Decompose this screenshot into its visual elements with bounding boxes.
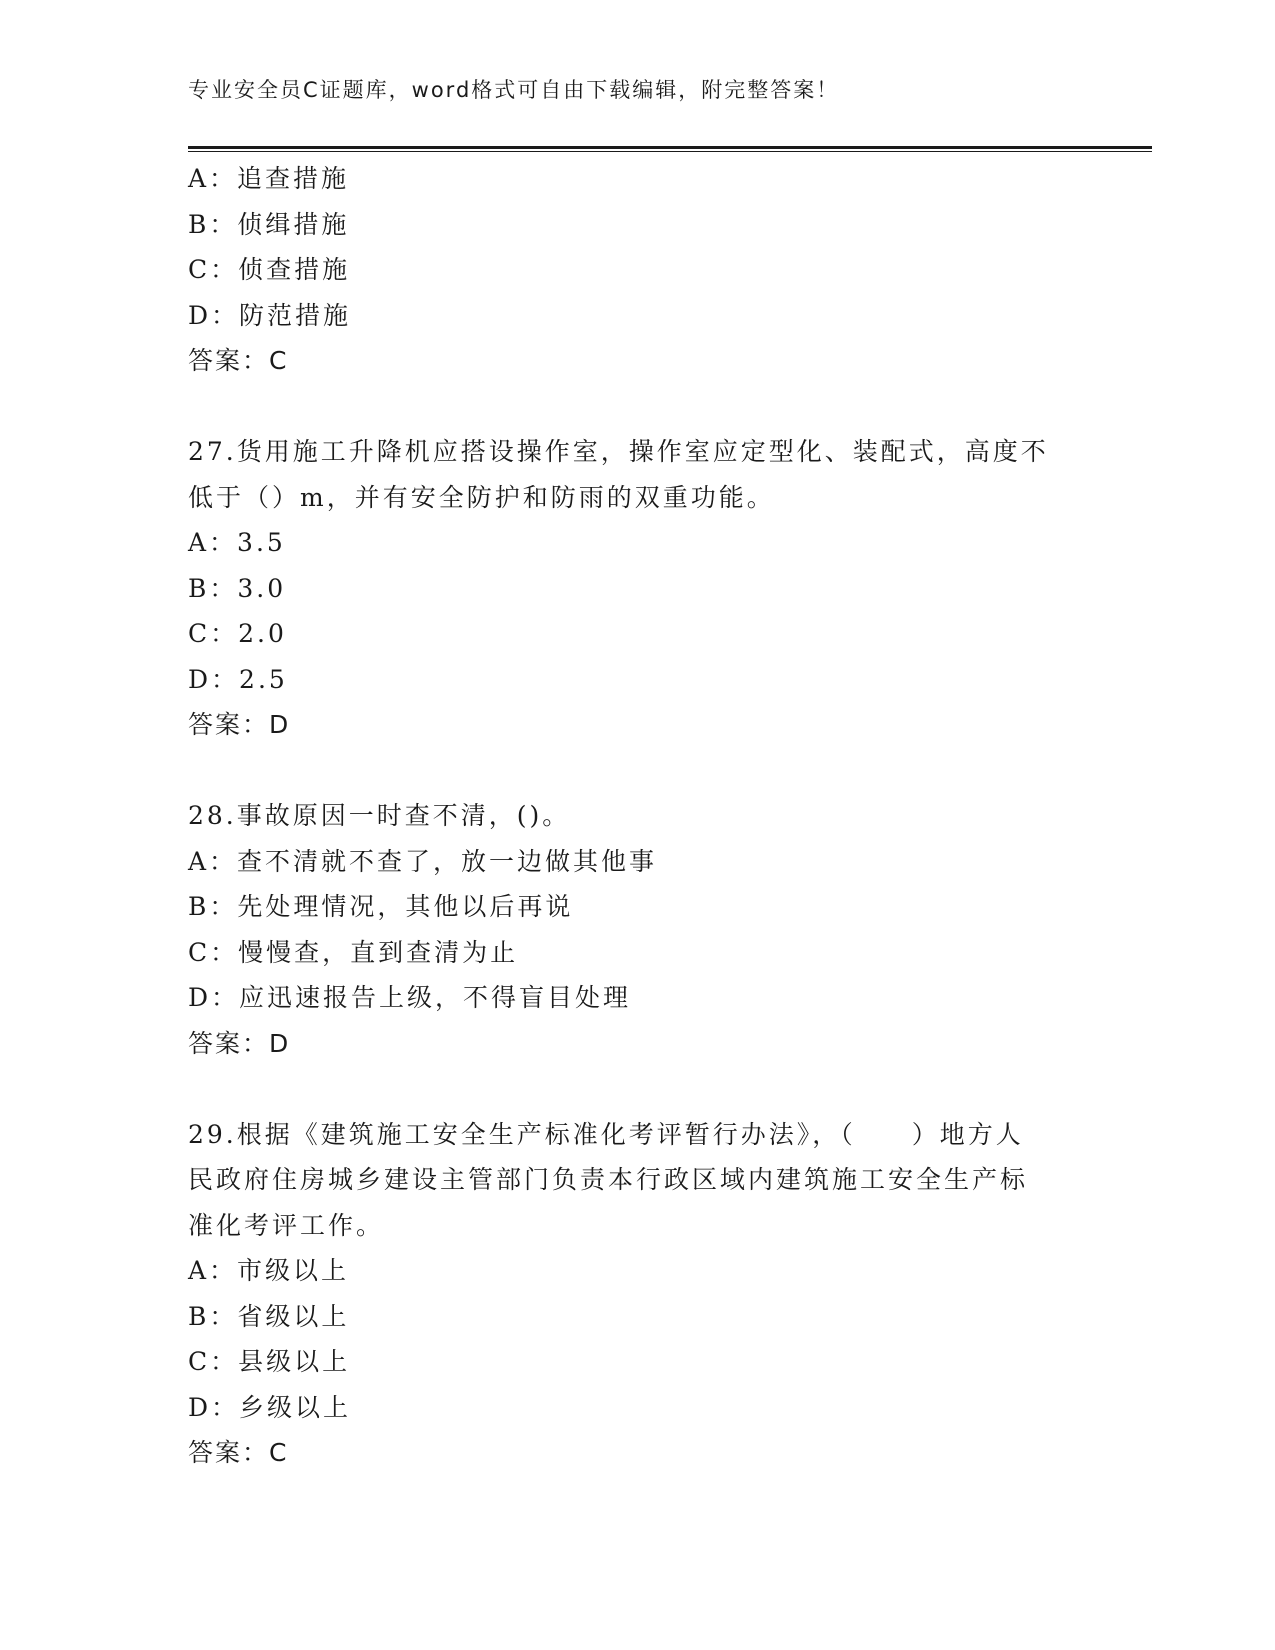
header-rule-thin	[188, 151, 1152, 152]
option-b: B：先处理情况，其他以后再说	[188, 892, 574, 921]
option-a: A：查不清就不查了，放一边做其他事	[188, 846, 658, 876]
option-d: D：2.5	[188, 664, 288, 694]
question-26	[188, 156, 1088, 384]
option-d: D：防范措施	[188, 300, 352, 330]
question-stem-line: 27.货用施工升降机应搭设操作室，操作室应定型化、装配式，高度不	[188, 437, 1049, 466]
question-29	[188, 1112, 1088, 1476]
option-b: B：省级以上	[188, 1301, 350, 1331]
option-d: D：乡级以上	[188, 1392, 352, 1422]
option-c: C：县级以上	[188, 1347, 351, 1376]
page-header: 专业安全员C证题库，word格式可自由下载编辑，附完整答案！	[188, 78, 840, 102]
answer: 答案：D	[188, 1028, 291, 1058]
question-27	[188, 429, 1088, 748]
answer: 答案：C	[188, 346, 289, 375]
spacer	[188, 748, 1088, 794]
question-28	[188, 793, 1088, 1066]
spacer	[188, 384, 1088, 430]
option-a: A：市级以上	[188, 1256, 350, 1285]
answer: 答案：D	[188, 710, 291, 739]
option-c: C：侦查措施	[188, 255, 351, 284]
option-d: D：应迅速报告上级，不得盲目处理	[188, 983, 632, 1012]
option-a: A：3.5	[188, 528, 286, 557]
header-rule-thick	[188, 146, 1152, 149]
question-stem-line: 准化考评工作。	[188, 1210, 385, 1240]
question-stem-line: 民政府住房城乡建设主管部门负责本行政区域内建筑施工安全生产标	[188, 1165, 1029, 1194]
question-list	[188, 156, 1088, 1476]
option-b: B：3.0	[188, 573, 287, 603]
option-a: A：追查措施	[188, 164, 350, 193]
question-stem-line: 29.根据《建筑施工安全生产标准化考评暂行办法》，（ ）地方人	[188, 1119, 1024, 1149]
option-b: B：侦缉措施	[188, 209, 350, 239]
header-rule	[188, 146, 1152, 152]
question-stem-line: 28.事故原因一时查不清，()。	[188, 801, 571, 830]
option-c: C：慢慢查，直到查清为止	[188, 937, 519, 967]
spacer	[188, 1066, 1088, 1112]
question-stem-line: 低于（）m，并有安全防护和防雨的双重功能。	[188, 482, 775, 512]
option-c: C：2.0	[188, 619, 287, 648]
answer: 答案：C	[188, 1438, 289, 1467]
